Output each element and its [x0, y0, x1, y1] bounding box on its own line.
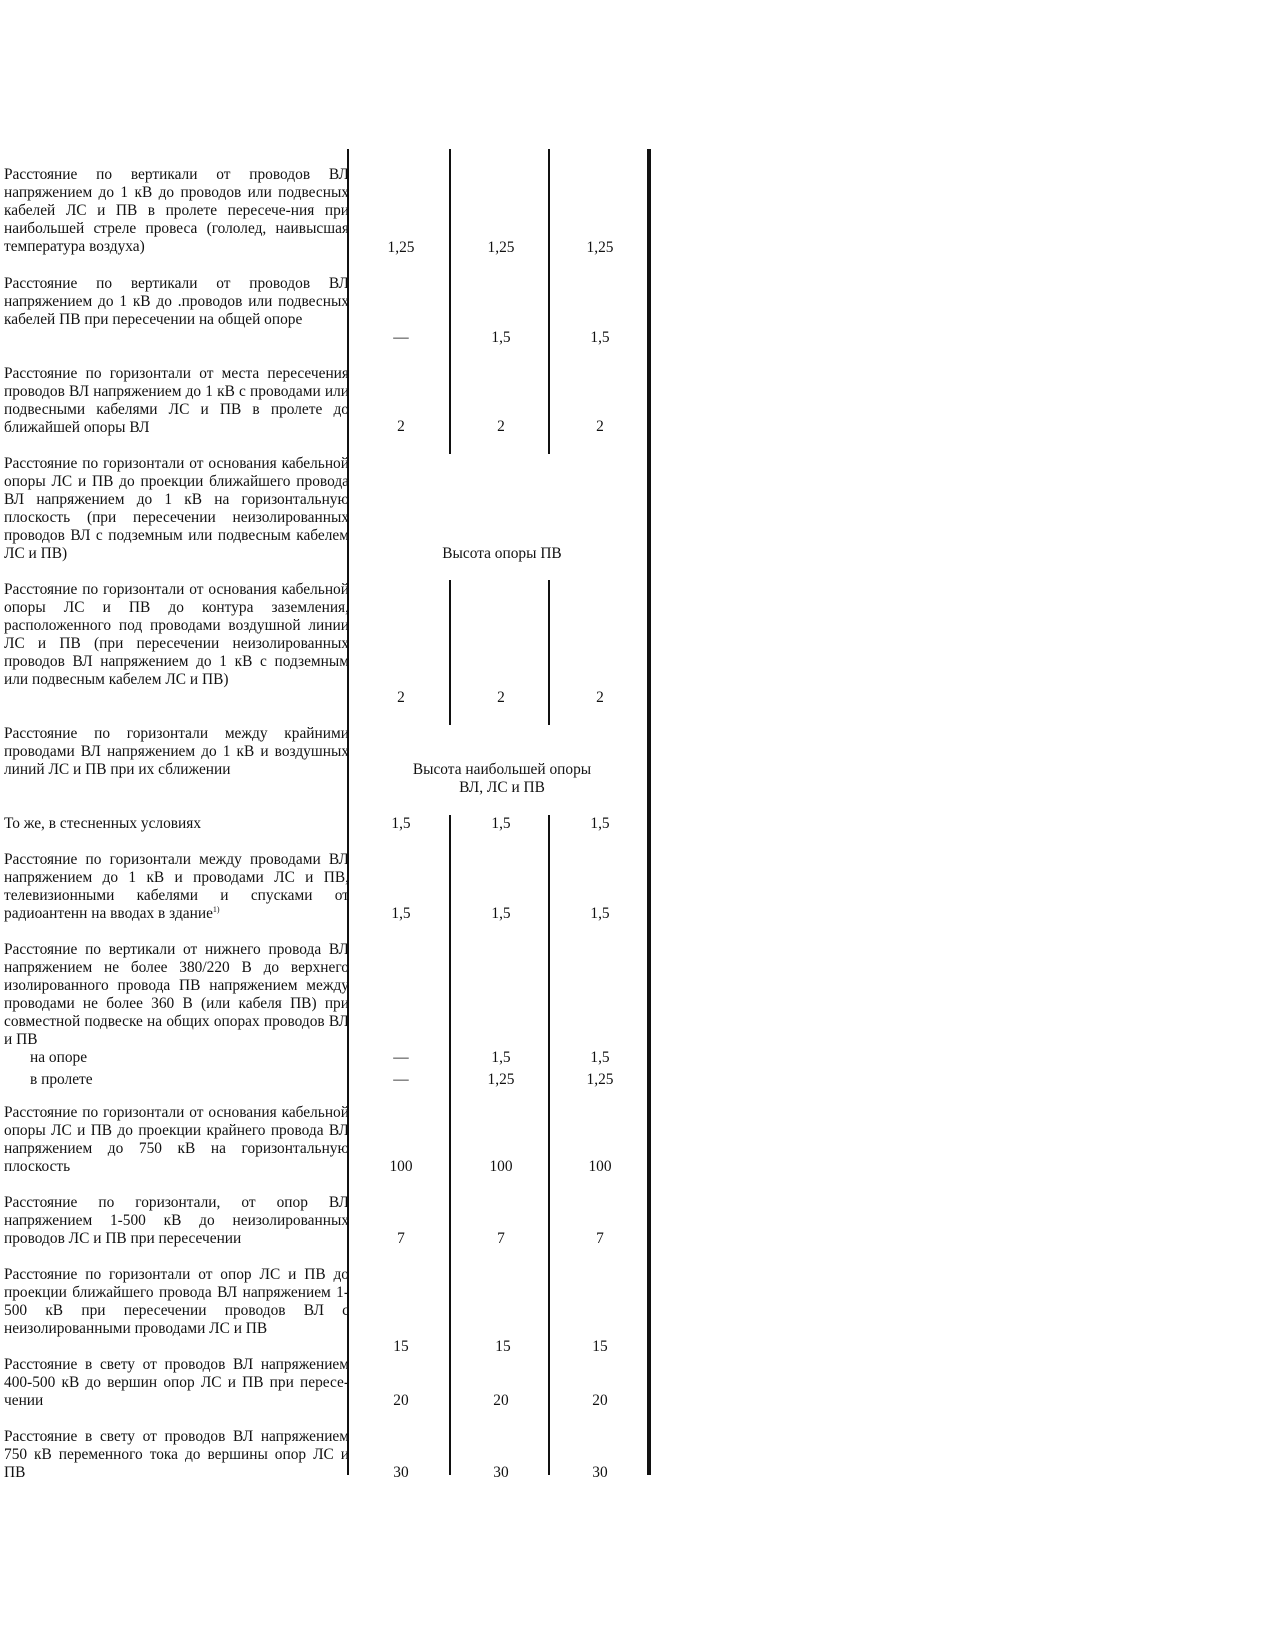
row-value-col3: 1,5: [590, 1049, 610, 1066]
row-value-col1: —: [393, 1071, 409, 1088]
row-description: То же, в стесненных условиях: [4, 815, 202, 832]
row-value-col2: 1,25: [487, 1071, 515, 1088]
row-description: Расстояние по горизонтали от опор ЛС и ПВ до проекции ближайшего провода ВЛ напряжением 1-500 кВ при пересечении проводов ВЛ с неизолированными проводами ЛС и ПВ: [4, 1266, 349, 1337]
subrow-label: на опоре: [30, 1049, 88, 1066]
row-value-col3: 30: [592, 1464, 608, 1481]
row-value-col1: 7: [397, 1230, 405, 1247]
row-value-col2: 15: [495, 1338, 511, 1355]
row-description: Расстояние по горизонтали от основания кабельной опоры ЛС и ПВ до проекции ближайшего провода ВЛ напряжением до 1 кВ на горизонтальную плоскость (при пересечении неизолированных проводов ВЛ с подземным или подвесным кабелем ЛС и ПВ): [4, 455, 349, 562]
spanning-value: [353, 761, 651, 797]
row-value-col2: 20: [493, 1392, 509, 1409]
spanning-value: Высота опоры ПВ: [442, 545, 562, 562]
row-value-col1: 2: [397, 418, 405, 435]
row-value-col2: 100: [489, 1158, 513, 1175]
row-value-col2: 1,5: [491, 905, 511, 922]
footnote-marker: 1): [212, 905, 220, 914]
row-description: Расстояние по горизонтали между крайними проводами ВЛ напряжением до 1 кВ и воздушных линий ЛС и ПВ при их сближении: [4, 725, 349, 778]
row-value-col1: 1,25: [387, 239, 415, 256]
row-value-col1: 1,5: [391, 815, 411, 832]
row-description: Расстояние в свету от проводов ВЛ напряжением 750 кВ переменного тока до вершины опор ЛС и ПВ: [4, 1428, 349, 1481]
row-value-col1: 2: [397, 689, 405, 706]
spanning-value-line1: Высота наибольшей опоры: [412, 761, 592, 778]
row-description: Расстояние по вертикали от проводов ВЛ напряжением до 1 кВ до проводов или подвесных кабелей ЛС и ПВ в пролете пересече-ния при наибольшей стреле провеса (гололед, наивысшая температура воздуха): [4, 166, 349, 255]
row-value-col2: 1,5: [491, 329, 511, 346]
row-value-col2: 1,25: [487, 239, 515, 256]
row-value-col3: 15: [592, 1338, 608, 1355]
row-description: Расстояние по горизонтали от основания кабельной опоры ЛС и ПВ до проекции крайнего провода ВЛ напряжением до 750 кВ на горизонтальную плоскость: [4, 1104, 349, 1175]
row-description: Расстояние по вертикали от нижнего провода ВЛ напряжением не более 380/220 В до верхнего изолированного провода ПВ напряжением между проводами не более 360 В (или кабеля ПВ) при совместной подвеске на общих опорах проводов ВЛ и ПВ: [4, 941, 349, 1048]
row-description: Расстояние по горизонтали от основания кабельной опоры ЛС и ПВ до контура заземления, расположенного под проводами воздушной линии ЛС и ПВ (при пересечении неизолированных проводов ВЛ напряжением до 1 кВ с подземным или подвесным кабелем ЛС и ПВ): [4, 581, 349, 688]
row-description: Расстояние по вертикали от проводов ВЛ напряжением до 1 кВ до .проводов или подвесных кабелей ПВ при пересечении на общей опоре: [4, 275, 349, 328]
row-value-col3: 100: [588, 1158, 612, 1175]
subrow-label: в пролете: [30, 1071, 93, 1088]
row-value-col3: 20: [592, 1392, 608, 1409]
row-value-col2: 2: [497, 689, 505, 706]
row-value-col1: 100: [389, 1158, 413, 1175]
row-value-col1: —: [393, 329, 409, 346]
row-value-col1: 1,5: [391, 905, 411, 922]
row-value-col3: 2: [596, 418, 604, 435]
row-value-col2: 2: [497, 418, 505, 435]
row-value-col2: 30: [493, 1464, 509, 1481]
row-value-col2: 7: [497, 1230, 505, 1247]
column-rule-1: [449, 149, 451, 454]
row-value-col1: 20: [393, 1392, 409, 1409]
row-value-col3: 2: [596, 689, 604, 706]
row-description-text: Расстояние по горизонтали между проводами ВЛ напряжением до 1 кВ и проводами ЛС и ПВ, телевизионными кабелями и спусками от радиоантенн на вводах в здание: [4, 851, 349, 922]
row-value-col3: 1,25: [586, 1071, 614, 1088]
row-description: Расстояние по горизонтали от места пересечения проводов ВЛ напряжением до 1 кВ с проводами или подвесными кабелями ЛС и ПВ в пролете до ближайшей опоры ВЛ: [4, 365, 349, 436]
row-value-col2: 1,5: [491, 815, 511, 832]
row-description: [4, 851, 349, 923]
row-value-col3: 1,5: [590, 815, 610, 832]
row-value-col3: 7: [596, 1230, 604, 1247]
row-description: Расстояние по горизонтали, от опор ВЛ напряжением 1-500 кВ до неизолированных проводов ЛС и ПВ при пересечении: [4, 1194, 349, 1247]
row-value-col1: —: [393, 1049, 409, 1066]
row-value-col3: 1,25: [586, 239, 614, 256]
row-value-col1: 30: [393, 1464, 409, 1481]
row-description: Расстояние в свету от проводов ВЛ напряжением 400-500 кВ до вершин опор ЛС и ПВ при пересе-чении: [4, 1356, 349, 1409]
column-rule-2: [548, 149, 550, 454]
row-value-col3: 1,5: [590, 905, 610, 922]
spanning-value-line2: ВЛ, ЛС и ПВ: [459, 779, 545, 796]
row-value-col3: 1,5: [590, 329, 610, 346]
row-value-col2: 1,5: [491, 1049, 511, 1066]
right-column-rule: [647, 149, 651, 1475]
row-value-col1: 15: [393, 1338, 409, 1355]
